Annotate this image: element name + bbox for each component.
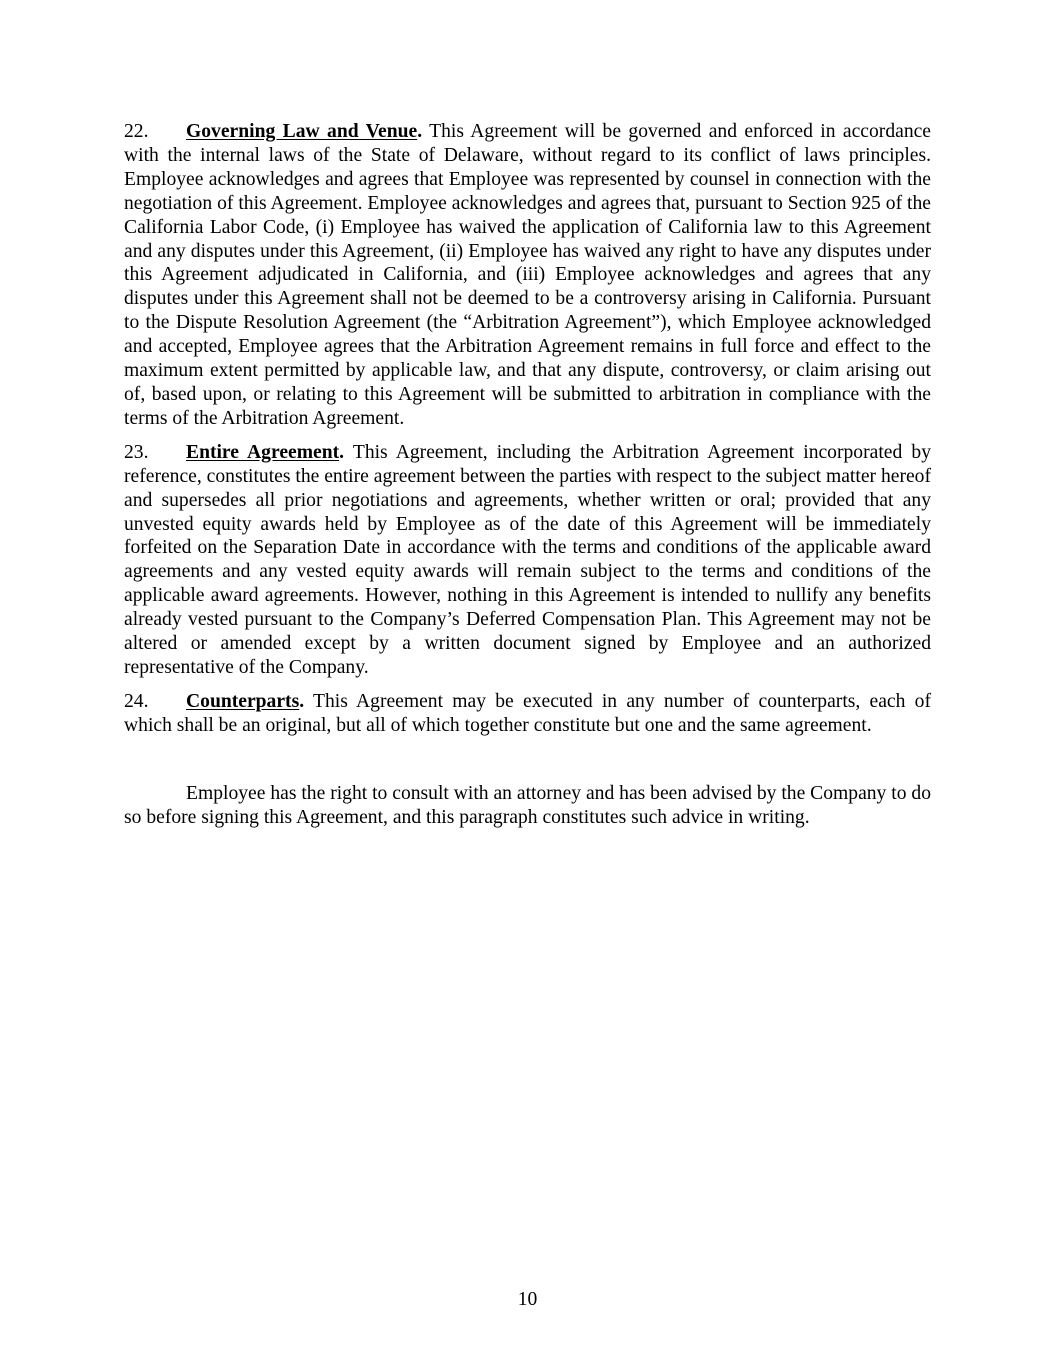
section-heading: Entire Agreement bbox=[186, 441, 340, 463]
attorney-advice-paragraph: Employee has the right to consult with an attorney and has been advised by the Company to do so before signing this Agreement, and this paragraph constitutes such advice in writing. bbox=[124, 782, 931, 828]
section-heading: Governing Law and Venue bbox=[186, 121, 418, 142]
section-entire-agreement bbox=[124, 441, 931, 680]
page-number: 10 bbox=[517, 1289, 538, 1310]
section-text: This Agreement may be executed in any number of counterparts, each of which shall be an original, but all of which together constitute but one and the same agreement. bbox=[124, 690, 931, 736]
heading-period: . bbox=[299, 690, 305, 712]
section-governing-law bbox=[124, 120, 931, 431]
document-body bbox=[124, 120, 931, 849]
section-text: This Agreement will be governed and enforced in accordance with the internal laws of the State of Delaware, without regard to its conflict of laws principles. Employee acknowledges and agrees that Employee was represented by counsel in connection with the negotiation of this Agreement. Employee acknowledges and agrees that, pursuant to Section 925 of the California Labor Code, (i) Employee has waived the application of California law to this Agreement and any disputes under this Agreement, (ii) Employee has waived any right to have any disputes under this Agreement adjudicated in California, and (iii) Employee acknowledges and agrees that any disputes under this Agreement shall not be deemed to be a controversy arising in California. Pursuant to the Dispute Resolution Agreement (the “Arbitration Agreement”), which Employee acknowledged and accepted, Employee agrees that the Arbitration Agreement remains in full force and effect to the maximum extent permitted by applicable law, and that any dispute, controversy, or claim arising out of, based upon, or relating to this Agreement will be submitted to arbitration in compliance with the terms of the Arbitration Agreement. bbox=[124, 121, 932, 429]
section-number: 24. bbox=[124, 690, 149, 712]
heading-period: . bbox=[417, 121, 423, 142]
section-number: 23. bbox=[124, 441, 149, 463]
section-heading: Counterparts bbox=[186, 690, 300, 712]
section-text: This Agreement, including the Arbitration Agreement incorporated by reference, constitutes the entire agreement between the parties with respect to the subject matter hereof and supersedes all prior negotiations and agreements, whether written or oral; provided that any unvested equity awards held by Employee as of the date of this Agreement will be immediately forfeited on the Separation Date in accordance with the terms and conditions of the applicable award agreements and any vested equity awards will remain subject to the terms and conditions of the applicable award agreements. However, nothing in this Agreement is intended to nullify any benefits already vested pursuant to the Company’s Deferred Compensation Plan. This Agreement may not be altered or amended except by a written document signed by Employee and an authorized representative of the Company. bbox=[124, 441, 931, 678]
heading-period: . bbox=[339, 441, 345, 463]
section-counterparts bbox=[124, 690, 931, 738]
section-number: 22. bbox=[124, 121, 149, 142]
